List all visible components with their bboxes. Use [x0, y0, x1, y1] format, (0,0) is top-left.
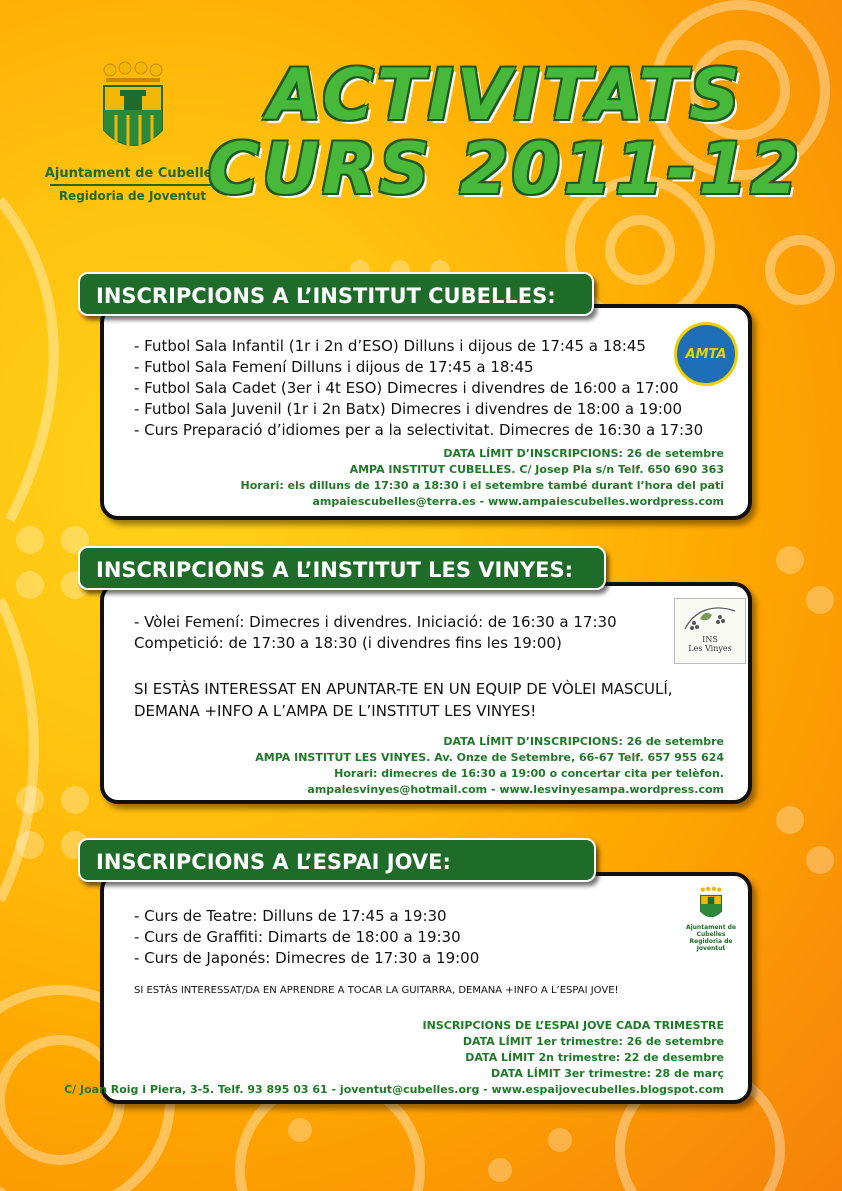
section-heading-institut-cubelles: INSCRIPCIONS A L’INSTITUT CUBELLES: [78, 272, 594, 316]
crest-icon [697, 886, 725, 922]
logo-line-2: Les Vinyes [688, 644, 732, 653]
title-line-1: ACTIVITATS [267, 54, 743, 136]
deadline: DATA LÍMIT D’INSCRIPCIONS: 26 de setembre [443, 735, 724, 748]
org-department: Regidoria de Joventut [58, 189, 207, 203]
logo-divider [50, 184, 215, 186]
list-item: - Curs de Teatre: Dilluns de 17:45 a 19:30 [134, 907, 447, 925]
activity-list [134, 336, 703, 441]
address: AMPA INSTITUT LES VINYES. Av. Onze de Setembre, 66-67 Telf. 657 955 624 [255, 751, 724, 764]
deadline-1: DATA LÍMIT 1er trimestre: 26 de setembre [462, 1035, 724, 1048]
list-item: - Curs de Japonés: Dimecres de 17:30 a 19:00 [134, 949, 480, 967]
schedule: Horari: dimecres de 16:30 a 19:00 o concertar cita per telèfon. [334, 767, 724, 780]
list-item: - Futbol Sala Infantil (1r i 2n d’ESO) Dilluns i dijous de 17:45 a 18:45 [134, 337, 646, 355]
contact-info [255, 734, 724, 798]
contact-links: ampaiescubelles@terra.es - www.ampaiescubelles.wordpress.com [312, 495, 724, 508]
list-item: - Vòlei Femení: Dimecres i divendres. Iniciació: de 16:30 a 17:30 [134, 613, 617, 631]
section-heading-espai-jove: INSCRIPCIONS A L’ESPAI JOVE: [78, 838, 596, 882]
section-heading-institut-les-vinyes: INSCRIPCIONS A L’INSTITUT LES VINYES: [78, 546, 606, 590]
mini-org-dept: Regidoria de Joventut [689, 938, 733, 952]
deadline-3: DATA LÍMIT 3er trimestre: 28 de març [490, 1067, 724, 1080]
contact-info [64, 1018, 724, 1098]
mini-org-name: Ajuntament de Cubelles [685, 924, 737, 938]
page-title [205, 54, 805, 210]
panel-institut-les-vinyes [100, 582, 752, 804]
contact-links: C/ Joan Roig i Piera, 3-5. Telf. 93 895 03 61 - joventut@cubelles.org - www.espaijovecubelles.blogspot.com [64, 1083, 724, 1096]
list-item: - Futbol Sala Femení Dilluns i dijous de 17:45 a 18:45 [134, 358, 534, 376]
contact-info [241, 446, 724, 510]
list-item: - Futbol Sala Juvenil (1r i 2n Batx) Dimecres i divendres de 18:00 a 19:00 [134, 400, 683, 418]
org-name: Ajuntament de Cubelles [44, 166, 221, 181]
crest-icon [98, 60, 168, 160]
deadline: DATA LÍMIT D’INSCRIPCIONS: 26 de setembre [443, 447, 724, 460]
amta-logo [674, 322, 738, 386]
trimester-note: INSCRIPCIONS DE L’ESPAI JOVE CADA TRIMESTRE [422, 1019, 724, 1032]
panel-espai-jove [64, 872, 752, 1104]
schedule: Horari: els dilluns de 17:30 a 18:30 i el setembre també durant l’hora del pati [240, 479, 724, 492]
list-item: - Curs de Graffiti: Dimarts de 18:00 a 19:30 [134, 928, 461, 946]
address: AMPA INSTITUT CUBELLES. C/ Josep Pla s/n Telf. 650 690 363 [349, 463, 724, 476]
vine-icon [680, 599, 740, 633]
list-item: - Curs Preparació d’idiomes per a la selectivitat. Dimecres de 16:30 a 17:30 [134, 421, 704, 439]
guitar-note: SI ESTÀS INTERESSAT/DA EN APRENDRE A TOCAR LA GUITARRA, DEMANA +INFO A L’ESPAI JOVE! [134, 985, 619, 996]
title-line-2: CURS 2011-12 [207, 128, 803, 210]
amta-logo-text: AMTA [685, 346, 727, 362]
ajuntament-logo [40, 60, 225, 203]
panel-institut-cubelles [100, 304, 752, 520]
list-item: - Futbol Sala Cadet (3er i 4t ESO) Dimecres i divendres de 16:00 a 17:00 [134, 379, 679, 397]
list-item: Competició: de 17:30 a 18:30 (i divendres fins les 19:00) [134, 634, 562, 652]
volley-note [134, 678, 673, 722]
logo-line-1: INS [702, 635, 718, 644]
activity-list [134, 906, 479, 969]
deadline-2: DATA LÍMIT 2n trimestre: 22 de desembre [465, 1051, 724, 1064]
note-line-1: SI ESTÀS INTERESSAT EN APUNTAR-TE EN UN EQUIP DE VÒLEI MASCULÍ, [134, 680, 673, 698]
activity-list [134, 612, 617, 654]
ajuntament-mini-logo [676, 886, 746, 952]
contact-links: ampalesvinyes@hotmail.com - www.lesvinyesampa.wordpress.com [307, 783, 724, 796]
note-line-2: DEMANA +INFO A L’AMPA DE L’INSTITUT LES VINYES! [134, 702, 537, 720]
les-vinyes-logo [674, 598, 746, 664]
